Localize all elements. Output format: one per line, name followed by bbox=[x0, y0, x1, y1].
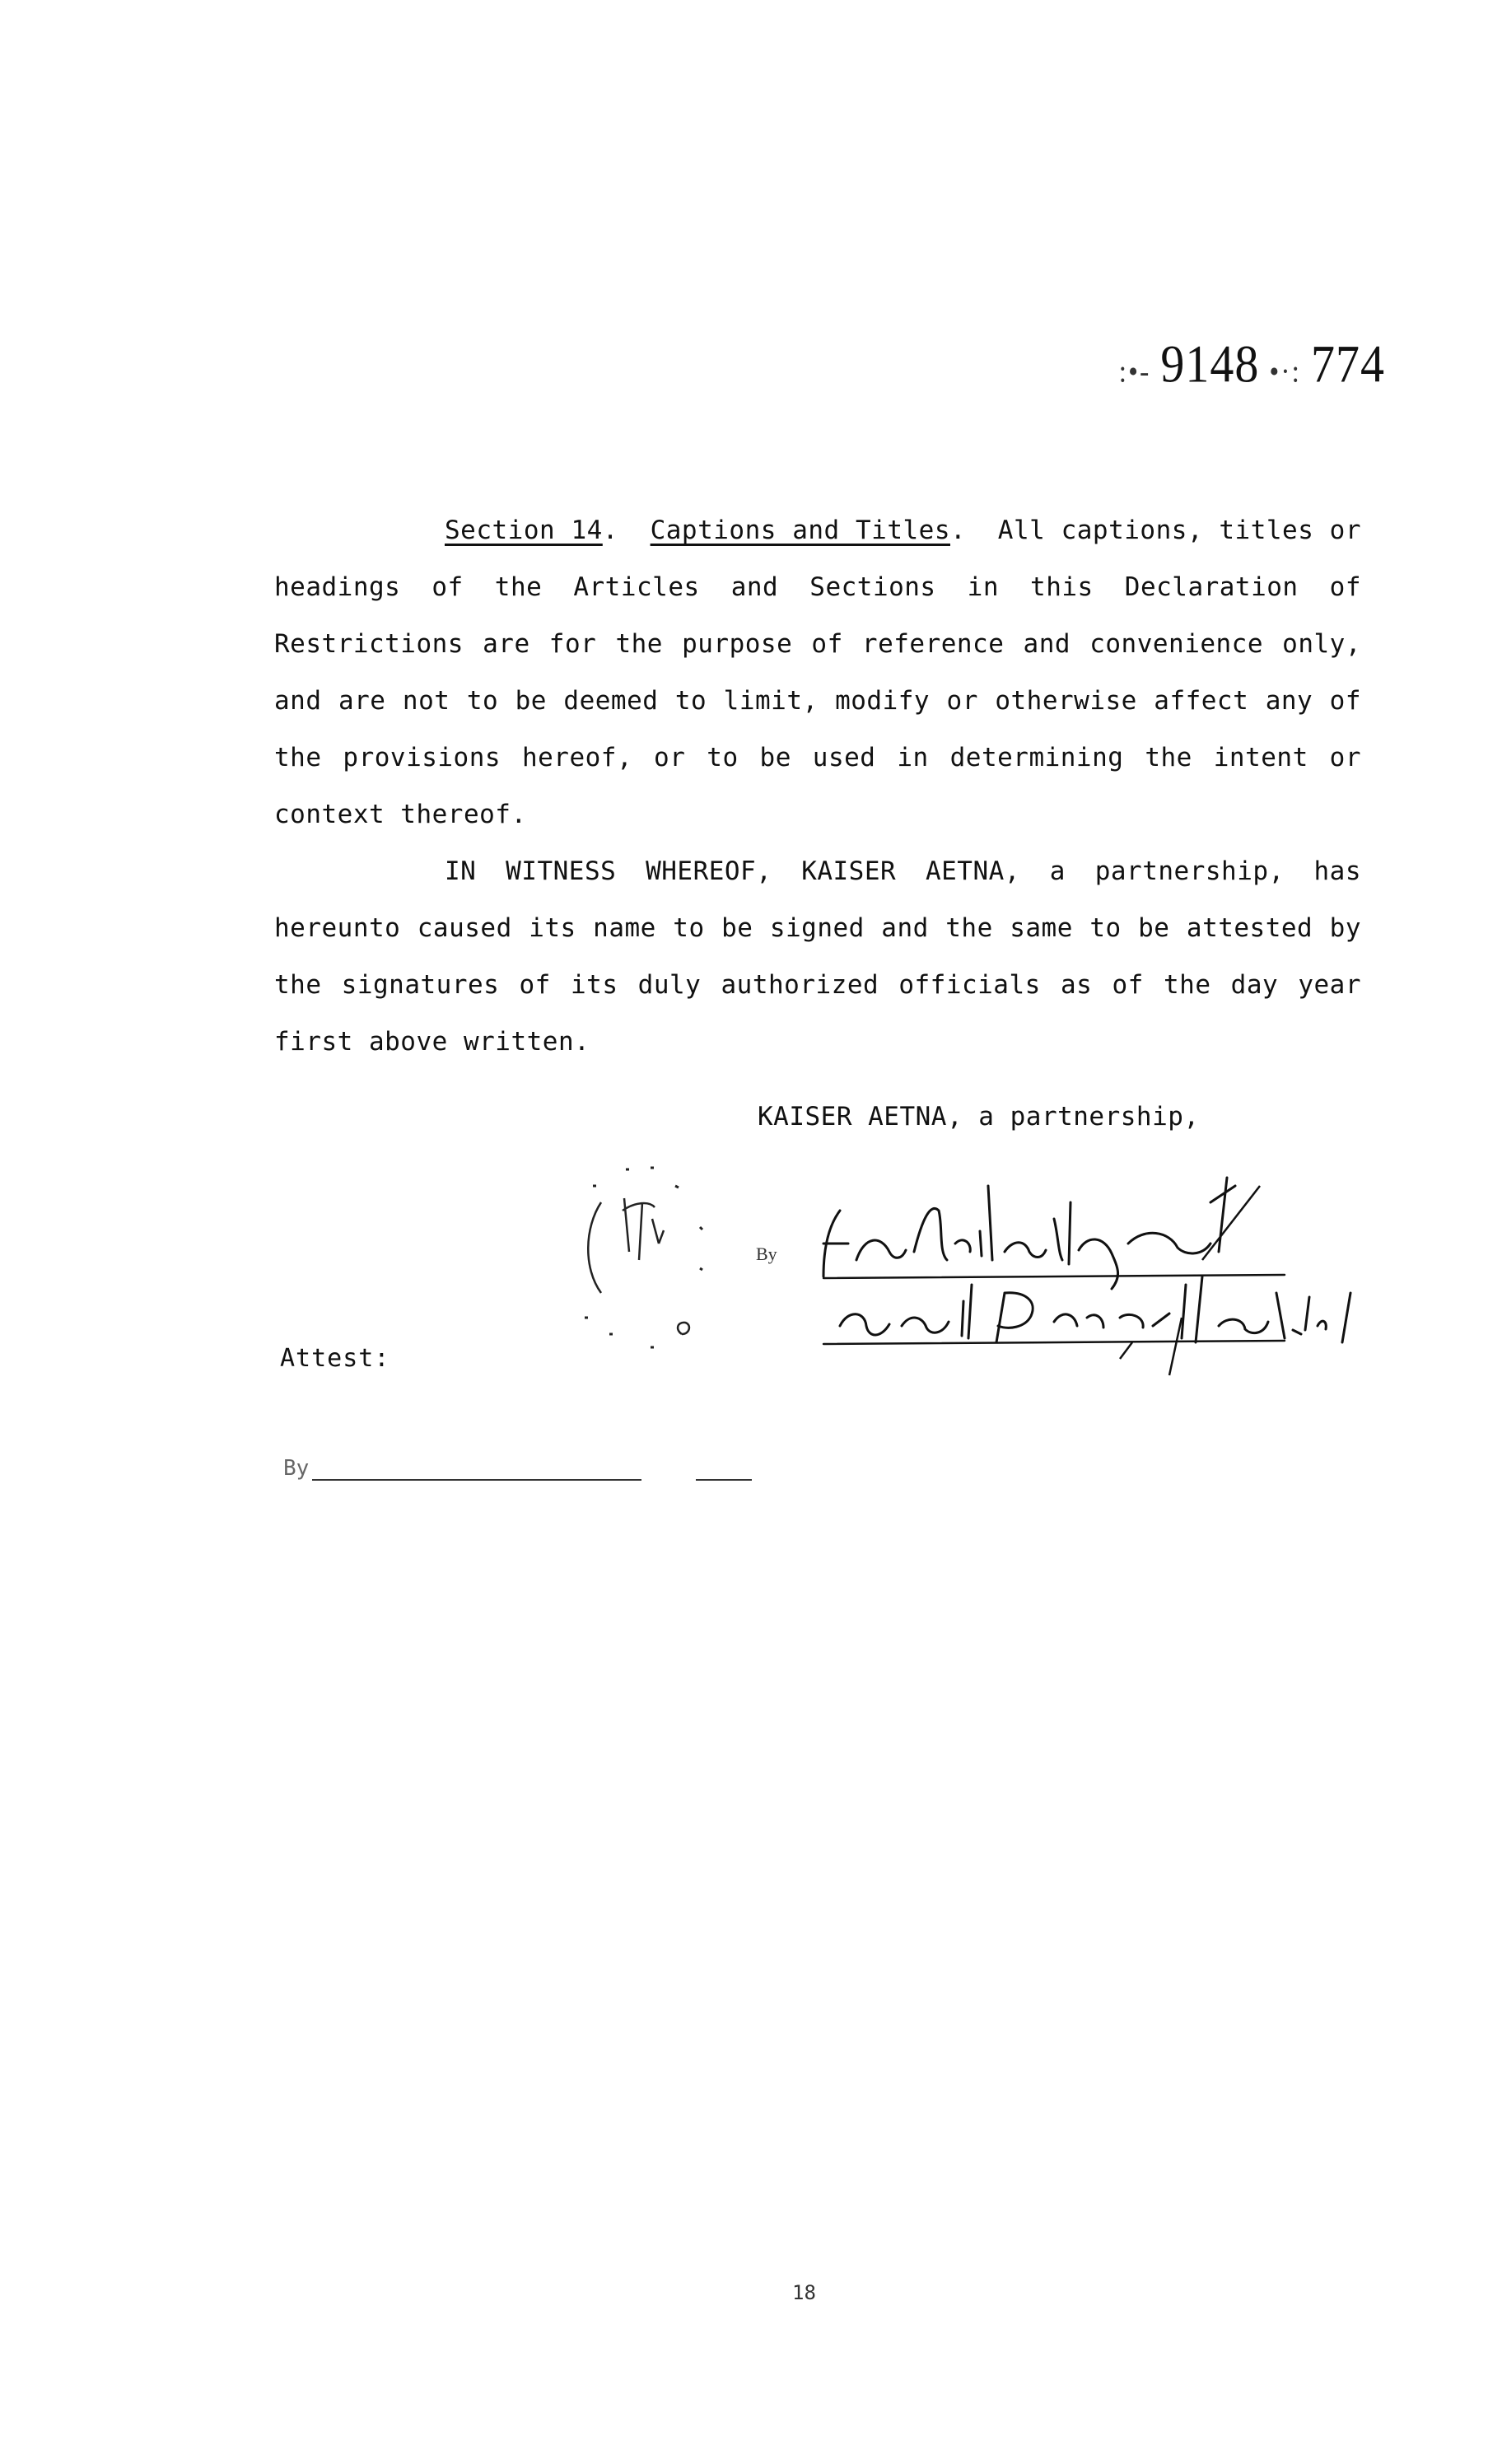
seal-fragment bbox=[585, 1168, 702, 1347]
page-number: 18 bbox=[792, 2281, 816, 2304]
section-heading-period: . bbox=[950, 516, 967, 545]
section-label: Section 14 bbox=[445, 516, 603, 545]
signature-slashes bbox=[1120, 1186, 1260, 1375]
stamp-prefix: :•- bbox=[1118, 354, 1151, 390]
recording-stamp bbox=[1119, 333, 1385, 394]
stamp-book-number: 9148 bbox=[1160, 334, 1260, 394]
stamp-page-number: 774 bbox=[1311, 334, 1385, 394]
signature-entity: KAISER AETNA, a partnership, bbox=[758, 1102, 1200, 1132]
document-body bbox=[274, 502, 1361, 1071]
signature-scrawl bbox=[823, 1178, 1285, 1289]
handwritten-signature bbox=[576, 1153, 1449, 1400]
witness-paragraph: IN WITNESS WHEREOF, KAISER AETNA, a partnership, has hereunto caused its name to be signed and the same to be attested by the signatures of its duly authorized officials as of the day year first above written. bbox=[274, 856, 1361, 1057]
stamp-separator: •·: bbox=[1269, 354, 1301, 390]
section-heading: Captions and Titles bbox=[650, 516, 950, 545]
signature-title-scrawl bbox=[823, 1276, 1350, 1344]
attest-by-line bbox=[283, 1456, 752, 1481]
section-label-period: . bbox=[602, 516, 618, 545]
attest-by-label: By bbox=[283, 1456, 310, 1481]
section-text: All captions, titles or headings of the Articles and Sections in this Declaration of Restrictions are for the purpose of reference and convenience only, and are not to be deemed to limit, modify or otherwise affect any of the provisions hereof, or to be used in determining the intent or context thereof. bbox=[274, 516, 1362, 829]
attest-label: Attest: bbox=[280, 1344, 390, 1373]
attest-signature-rule bbox=[312, 1463, 641, 1481]
attest-short-rule bbox=[696, 1463, 752, 1481]
signature-by-prefix: By bbox=[756, 1244, 777, 1264]
section-14-paragraph bbox=[274, 502, 1361, 843]
